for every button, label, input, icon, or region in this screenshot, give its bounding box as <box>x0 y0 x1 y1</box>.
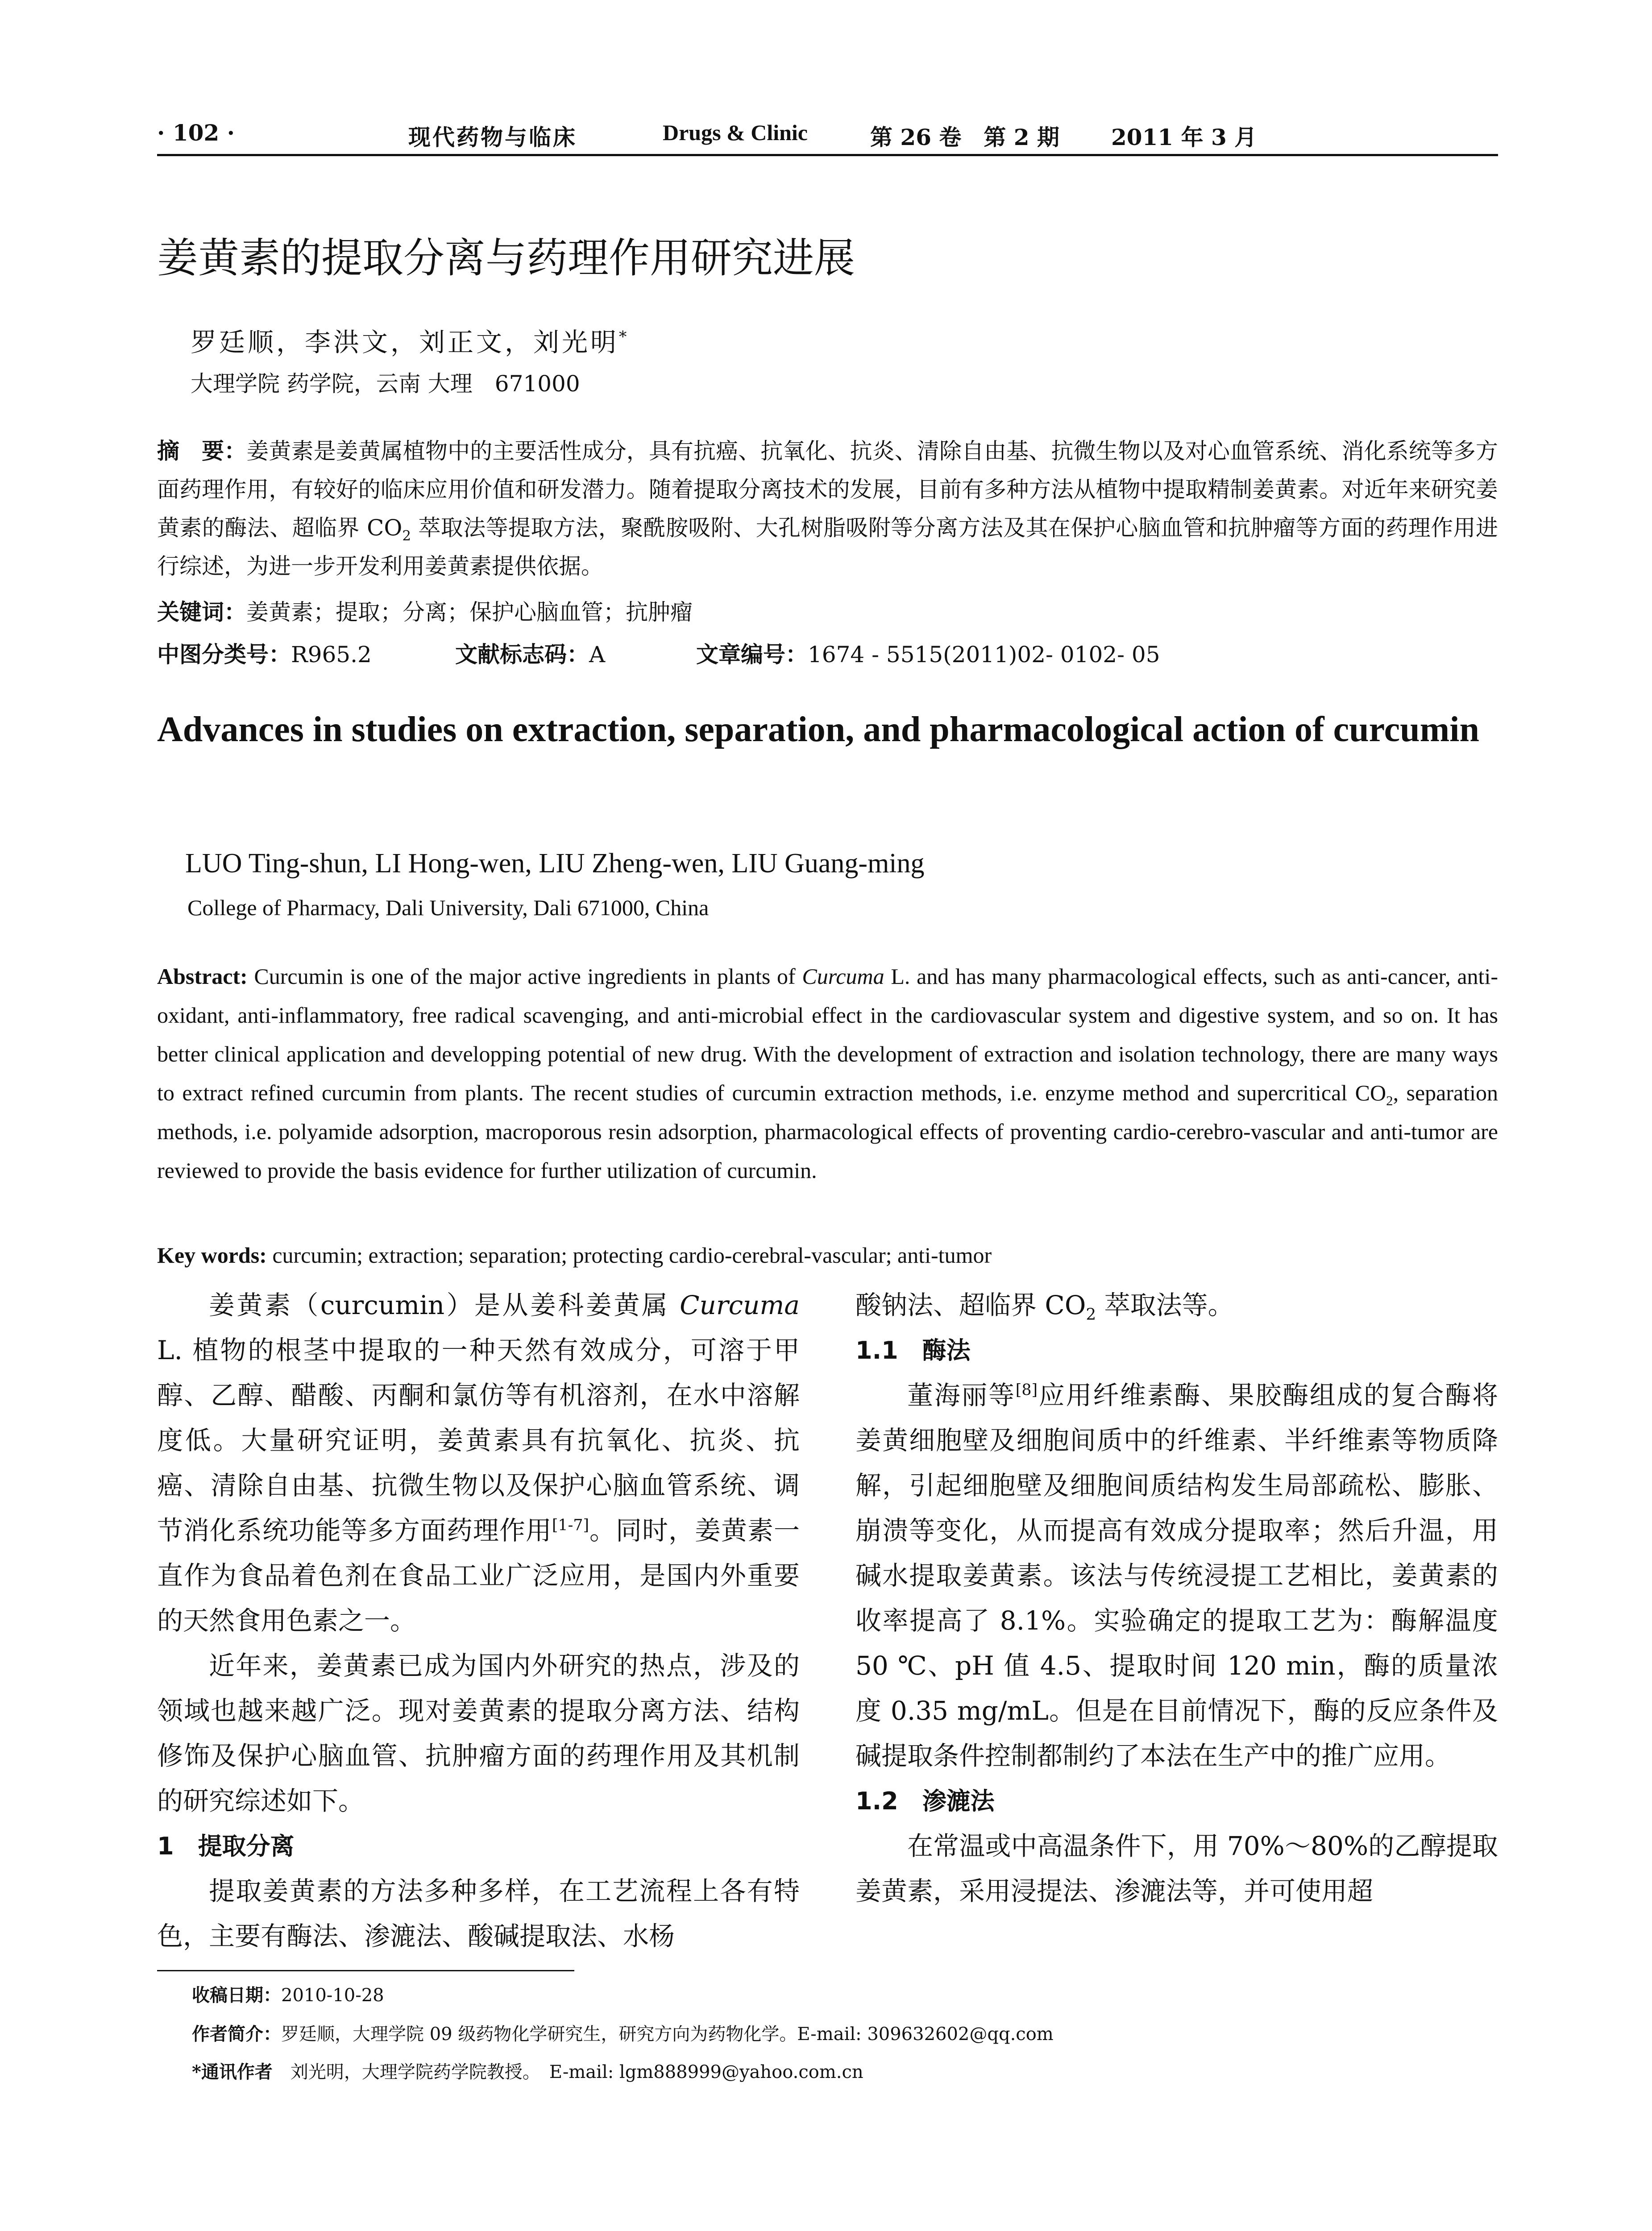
article-id <box>696 637 1160 669</box>
keywords-en-label: Key words: <box>157 1243 267 1268</box>
journal-name-cn: 现代药物与临床 <box>408 124 577 150</box>
footnote-label: 收稿日期： <box>192 1985 281 2006</box>
body-column-right <box>855 1283 1498 1914</box>
body-paragraph <box>855 1283 1498 1328</box>
clc-label: 中图分类号： <box>157 641 291 668</box>
abstract-cn-sub: 2 <box>402 528 411 544</box>
body-text: 姜黄素（curcumin）是从姜科姜黄属 <box>209 1290 680 1320</box>
abstract-cn-text-b: 萃取法等提取方法，聚酰胺吸附、大孔树脂吸附等分离方法及其在保护心脑血管和抗肿瘤等方面的药理作用进行综述，为进一步开发利用姜黄素提供依据。 <box>157 515 1498 579</box>
body-paragraph: 在常温或中高温条件下，用 70%～80%的乙醇提取姜黄素，采用浸提法、渗漉法等，并可使用超 <box>855 1831 1498 1906</box>
section-heading: 1.1 酶法 <box>855 1336 971 1364</box>
footnote-received <box>192 1981 384 2007</box>
abstract-en-text-b: L. and has many pharmacological effects, such as anti-cancer, anti-oxidant, anti-inflammatory, free radical scavenging, and anti-microbial effect in the cardiovascular system and digestive system, and so on. It has better clinical application and developping potential of new drug. With the development of extraction and isolation technology, there are many ways to extract refined curcumin from plants. The recent studies of curcumin extraction methods, i.e. enzyme method and supercritical CO <box>157 964 1498 1105</box>
abstract-cn-label: 摘 要： <box>157 438 247 464</box>
keywords-en <box>157 1236 1498 1275</box>
authors-cn <box>191 321 629 359</box>
keywords-cn-text: 姜黄素；提取；分离；保护心脑血管；抗肿瘤 <box>246 599 693 625</box>
footnote-label: 作者简介： <box>192 2024 281 2044</box>
header-rule <box>157 154 1498 156</box>
body-text: 萃取法等。 <box>1096 1290 1234 1320</box>
abstract-cn-text-a: 姜黄素是姜黄属植物中的主要活性成分，具有抗癌、抗氧化、抗炎、清除自由基、抗微生物以及对心血管系统、消化系统等多方面药理作用，有较好的临床应用价值和研发潜力。随着提取分离技术的发展，目前有多种方法从植物中提取精制姜黄素。对近年来研究姜黄素的酶法、超临界 CO <box>157 438 1498 541</box>
clc-number <box>157 637 372 669</box>
citation: [8] <box>1015 1381 1038 1399</box>
article-value: 1674 - 5515(2011)02- 0102- 05 <box>808 642 1160 668</box>
body-text: 应用纤维素酶、果胶酶组成的复合酶将姜黄细胞壁及细胞间质中的纤维素、半纤维素等物质降解，引起细胞壁及细胞间质结构发生局部疏松、膨胀、崩溃等变化，从而提高有效成分提取率；然后升温，用碱水提取姜黄素。该法与传统浸提工艺相比，姜黄素的收率提高了 8.1%。实验确定的提取工艺为：酶解温度 50 ℃、pH 值 4.5、提取时间 120 min，酶的质量浓度 0.35 mg/mL。但是在目前情况下，酶的反应条件及碱提取条件控制都制约了本法在生产中的推广应用。 <box>855 1380 1498 1771</box>
body-paragraph <box>157 1283 800 1643</box>
affiliation-en: College of Pharmacy, Dali University, Dali 671000, China <box>187 895 709 920</box>
body-column-left <box>157 1283 800 1959</box>
section-heading: 1.2 渗漉法 <box>855 1787 995 1815</box>
volume-issue: 第 26 卷 第 2 期 <box>870 124 1059 150</box>
affiliation-cn: 大理学院 药学院，云南 大理 671000 <box>191 371 580 397</box>
paper-title-en: Advances in studies on extraction, separation, and pharmacological action of curcumin <box>157 710 1480 749</box>
body-italic: Curcuma <box>680 1290 800 1320</box>
document-code <box>455 637 605 669</box>
citation: [1-7] <box>552 1516 589 1534</box>
footnote-corresponding <box>192 2058 863 2083</box>
footnote-author <box>192 2020 1054 2045</box>
article-label: 文章编号： <box>696 641 808 668</box>
body-sub: 2 <box>1086 1305 1096 1324</box>
clc-value: R965.2 <box>291 642 372 668</box>
abstract-en-label: Abstract: <box>157 964 248 989</box>
section-heading: 1 提取分离 <box>157 1832 295 1860</box>
authors-en: LUO Ting-shun, LI Hong-wen, LIU Zheng-wen, LIU Guang-ming <box>185 848 925 879</box>
footnote-label: *通讯作者 <box>192 2061 273 2082</box>
body-text: L. 植物的根茎中提取的一种天然有效成分，可溶于甲醇、乙醇、醋酸、丙酮和氯仿等有机溶剂，在水中溶解度低。大量研究证明，姜黄素具有抗氧化、抗炎、抗癌、清除自由基、抗微生物以及保护心脑血管系统、调节消化系统功能等多方面药理作用 <box>157 1335 800 1546</box>
doc-value: A <box>589 642 606 668</box>
body-paragraph: 近年来，姜黄素已成为国内外研究的热点，涉及的领域也越来越广泛。现对姜黄素的提取分离方法、结构修饰及保护心脑血管、抗肿瘤方面的药理作用及其机制的研究综述如下。 <box>157 1650 800 1816</box>
abstract-en-text-c: , separation methods, i.e. polyamide adsorption, macroporous resin adsorption, pharmacological effects of proventing cardio-cerebro-vascular and anti-tumor are reviewed to provide the basis evidence for further utilization of curcumin. <box>157 1080 1498 1183</box>
paper-title-cn: 姜黄素的提取分离与药理作用研究进展 <box>157 234 855 282</box>
authors-cn-text: 罗廷顺，李洪文，刘正文，刘光明 <box>191 327 619 357</box>
abstract-en <box>157 957 1498 1190</box>
body-text: 董海丽等 <box>907 1380 1016 1410</box>
page-number: · 102 · <box>157 120 235 146</box>
corresponding-mark: * <box>619 328 630 346</box>
journal-name-en: Drugs & Clinic <box>663 120 808 145</box>
doc-label: 文献标志码： <box>455 641 589 668</box>
abstract-en-text-a: Curcumin is one of the major active ingredients in plants of <box>247 964 802 989</box>
body-text: 。同时，姜黄素一直作为食品着色剂在食品工业广泛应用，是国内外重要的天然食用色素之一。 <box>157 1515 800 1636</box>
body-paragraph <box>855 1373 1498 1779</box>
keywords-cn-label: 关键词： <box>157 599 246 625</box>
abstract-en-sub: 2 <box>1386 1093 1393 1108</box>
body-text: 酸钠法、超临界 CO <box>855 1290 1086 1320</box>
issue-date: 2011 年 3 月 <box>1111 124 1257 150</box>
footnote-text: 罗廷顺，大理学院 09 级药物化学研究生，研究方向为药物化学。E-mail: 309632602@qq.com <box>281 2024 1054 2044</box>
footnote-text: 刘光明，大理学院药学院教授。 E-mail: lgm888999@yahoo.com.cn <box>272 2062 863 2082</box>
body-paragraph: 提取姜黄素的方法多种多样，在工艺流程上各有特色，主要有酶法、渗漉法、酸碱提取法、水杨 <box>157 1876 800 1951</box>
keywords-cn <box>157 594 693 626</box>
abstract-cn <box>157 432 1498 585</box>
footnote-rule <box>157 1970 574 1971</box>
abstract-en-italic: Curcuma <box>802 964 884 989</box>
keywords-en-text: curcumin; extraction; separation; protecting cardio-cerebral-vascular; anti-tumor <box>272 1243 992 1268</box>
footnote-text: 2010-10-28 <box>281 1985 384 2006</box>
